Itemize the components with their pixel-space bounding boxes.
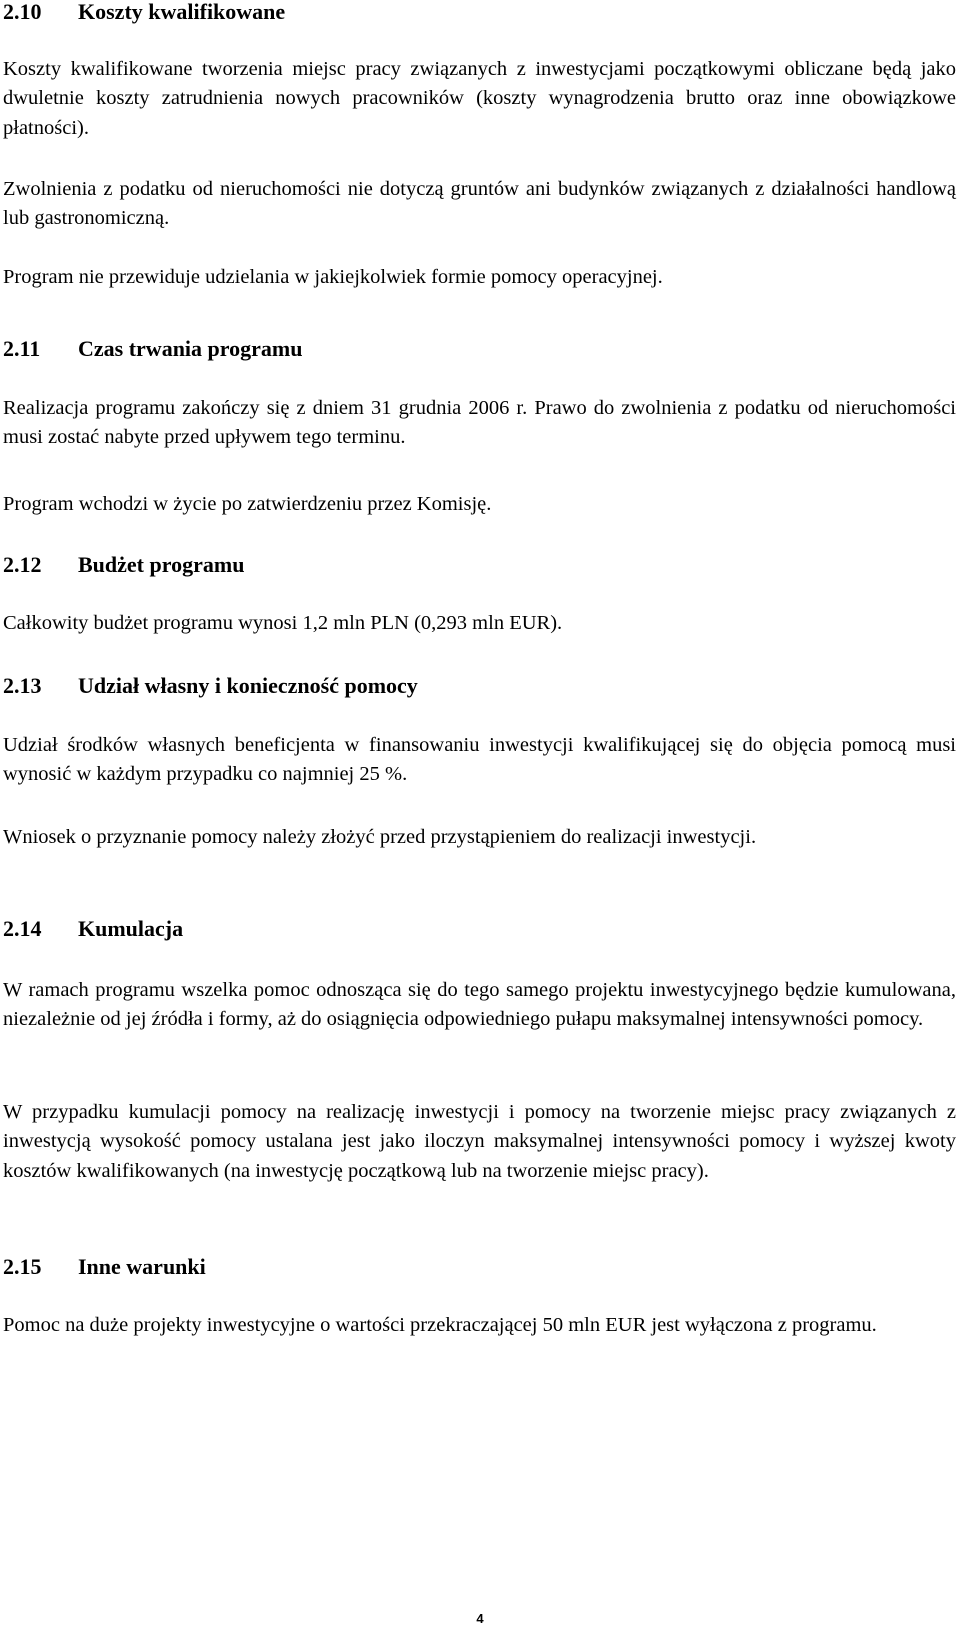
paragraph: Pomoc na duże projekty inwestycyjne o wartości przekraczającej 50 mln EUR jest wyłączona z programu. xyxy=(3,1314,877,1336)
section-number: 2.11 xyxy=(3,336,41,361)
section-number: 2.12 xyxy=(3,552,42,577)
paragraph: Zwolnienia z podatku od nieruchomości nie dotyczą gruntów ani budynków związanych z działalności handlową lub gastronomiczną. xyxy=(3,178,956,230)
section-heading-2-14 xyxy=(3,917,183,941)
paragraph: W przypadku kumulacji pomocy na realizację inwestycji i pomocy na tworzenie miejsc pracy związanych z inwestycją wysokość pomocy ustalana jest jako iloczyn maksymalnej intensywności pomocy i wyższej kwoty kosztów kwalifikowanych (na inwestycję początkową lub na tworzenie miejsc pracy). xyxy=(3,1101,956,1182)
section-heading-2-12 xyxy=(3,553,244,577)
section-title: Kumulacja xyxy=(78,916,184,941)
section-number: 2.15 xyxy=(3,1254,42,1279)
section-number: 2.14 xyxy=(3,916,42,941)
paragraph: Program nie przewiduje udzielania w jakiejkolwiek formie pomocy operacyjnej. xyxy=(3,266,663,288)
page-number: 4 xyxy=(476,1611,484,1626)
paragraph: W ramach programu wszelka pomoc odnosząca się do tego samego projektu inwestycyjnego będzie kumulowana, niezależnie od jej źródła i formy, aż do osiągnięcia odpowiedniego pułapu maksymalnej intensywności pomocy. xyxy=(3,979,956,1031)
paragraph: Koszty kwalifikowane tworzenia miejsc pracy związanych z inwestycjami początkowymi obliczane będą jako dwuletnie koszty zatrudnienia nowych pracowników (koszty wynagrodzenia brutto oraz inne obowiązkowe płatności). xyxy=(3,58,956,139)
section-title: Koszty kwalifikowane xyxy=(78,0,286,24)
section-number: 2.10 xyxy=(3,0,42,24)
paragraph: Realizacja programu zakończy się z dniem 31 grudnia 2006 r. Prawo do zwolnienia z podatku od nieruchomości musi zostać nabyte przed upływem tego terminu. xyxy=(3,397,956,449)
section-heading-2-11 xyxy=(3,337,302,361)
section-title: Udział własny i konieczność pomocy xyxy=(78,673,418,698)
paragraph: Całkowity budżet programu wynosi 1,2 mln PLN (0,293 mln EUR). xyxy=(3,612,563,634)
section-title: Czas trwania programu xyxy=(78,336,303,361)
section-heading-2-13 xyxy=(3,674,418,698)
section-title: Budżet programu xyxy=(78,552,245,577)
paragraph: Wniosek o przyznanie pomocy należy złożyć przed przystąpieniem do realizacji inwestycji. xyxy=(3,826,757,848)
section-heading-2-10 xyxy=(3,0,285,24)
section-number: 2.13 xyxy=(3,673,42,698)
paragraph: Program wchodzi w życie po zatwierdzeniu przez Komisję. xyxy=(3,493,492,515)
section-heading-2-15 xyxy=(3,1255,206,1279)
paragraph: Udział środków własnych beneficjenta w finansowaniu inwestycji kwalifikującej się do objęcia pomocą musi wynosić w każdym przypadku co najmniej 25 %. xyxy=(3,734,956,786)
section-title: Inne warunki xyxy=(78,1254,206,1279)
